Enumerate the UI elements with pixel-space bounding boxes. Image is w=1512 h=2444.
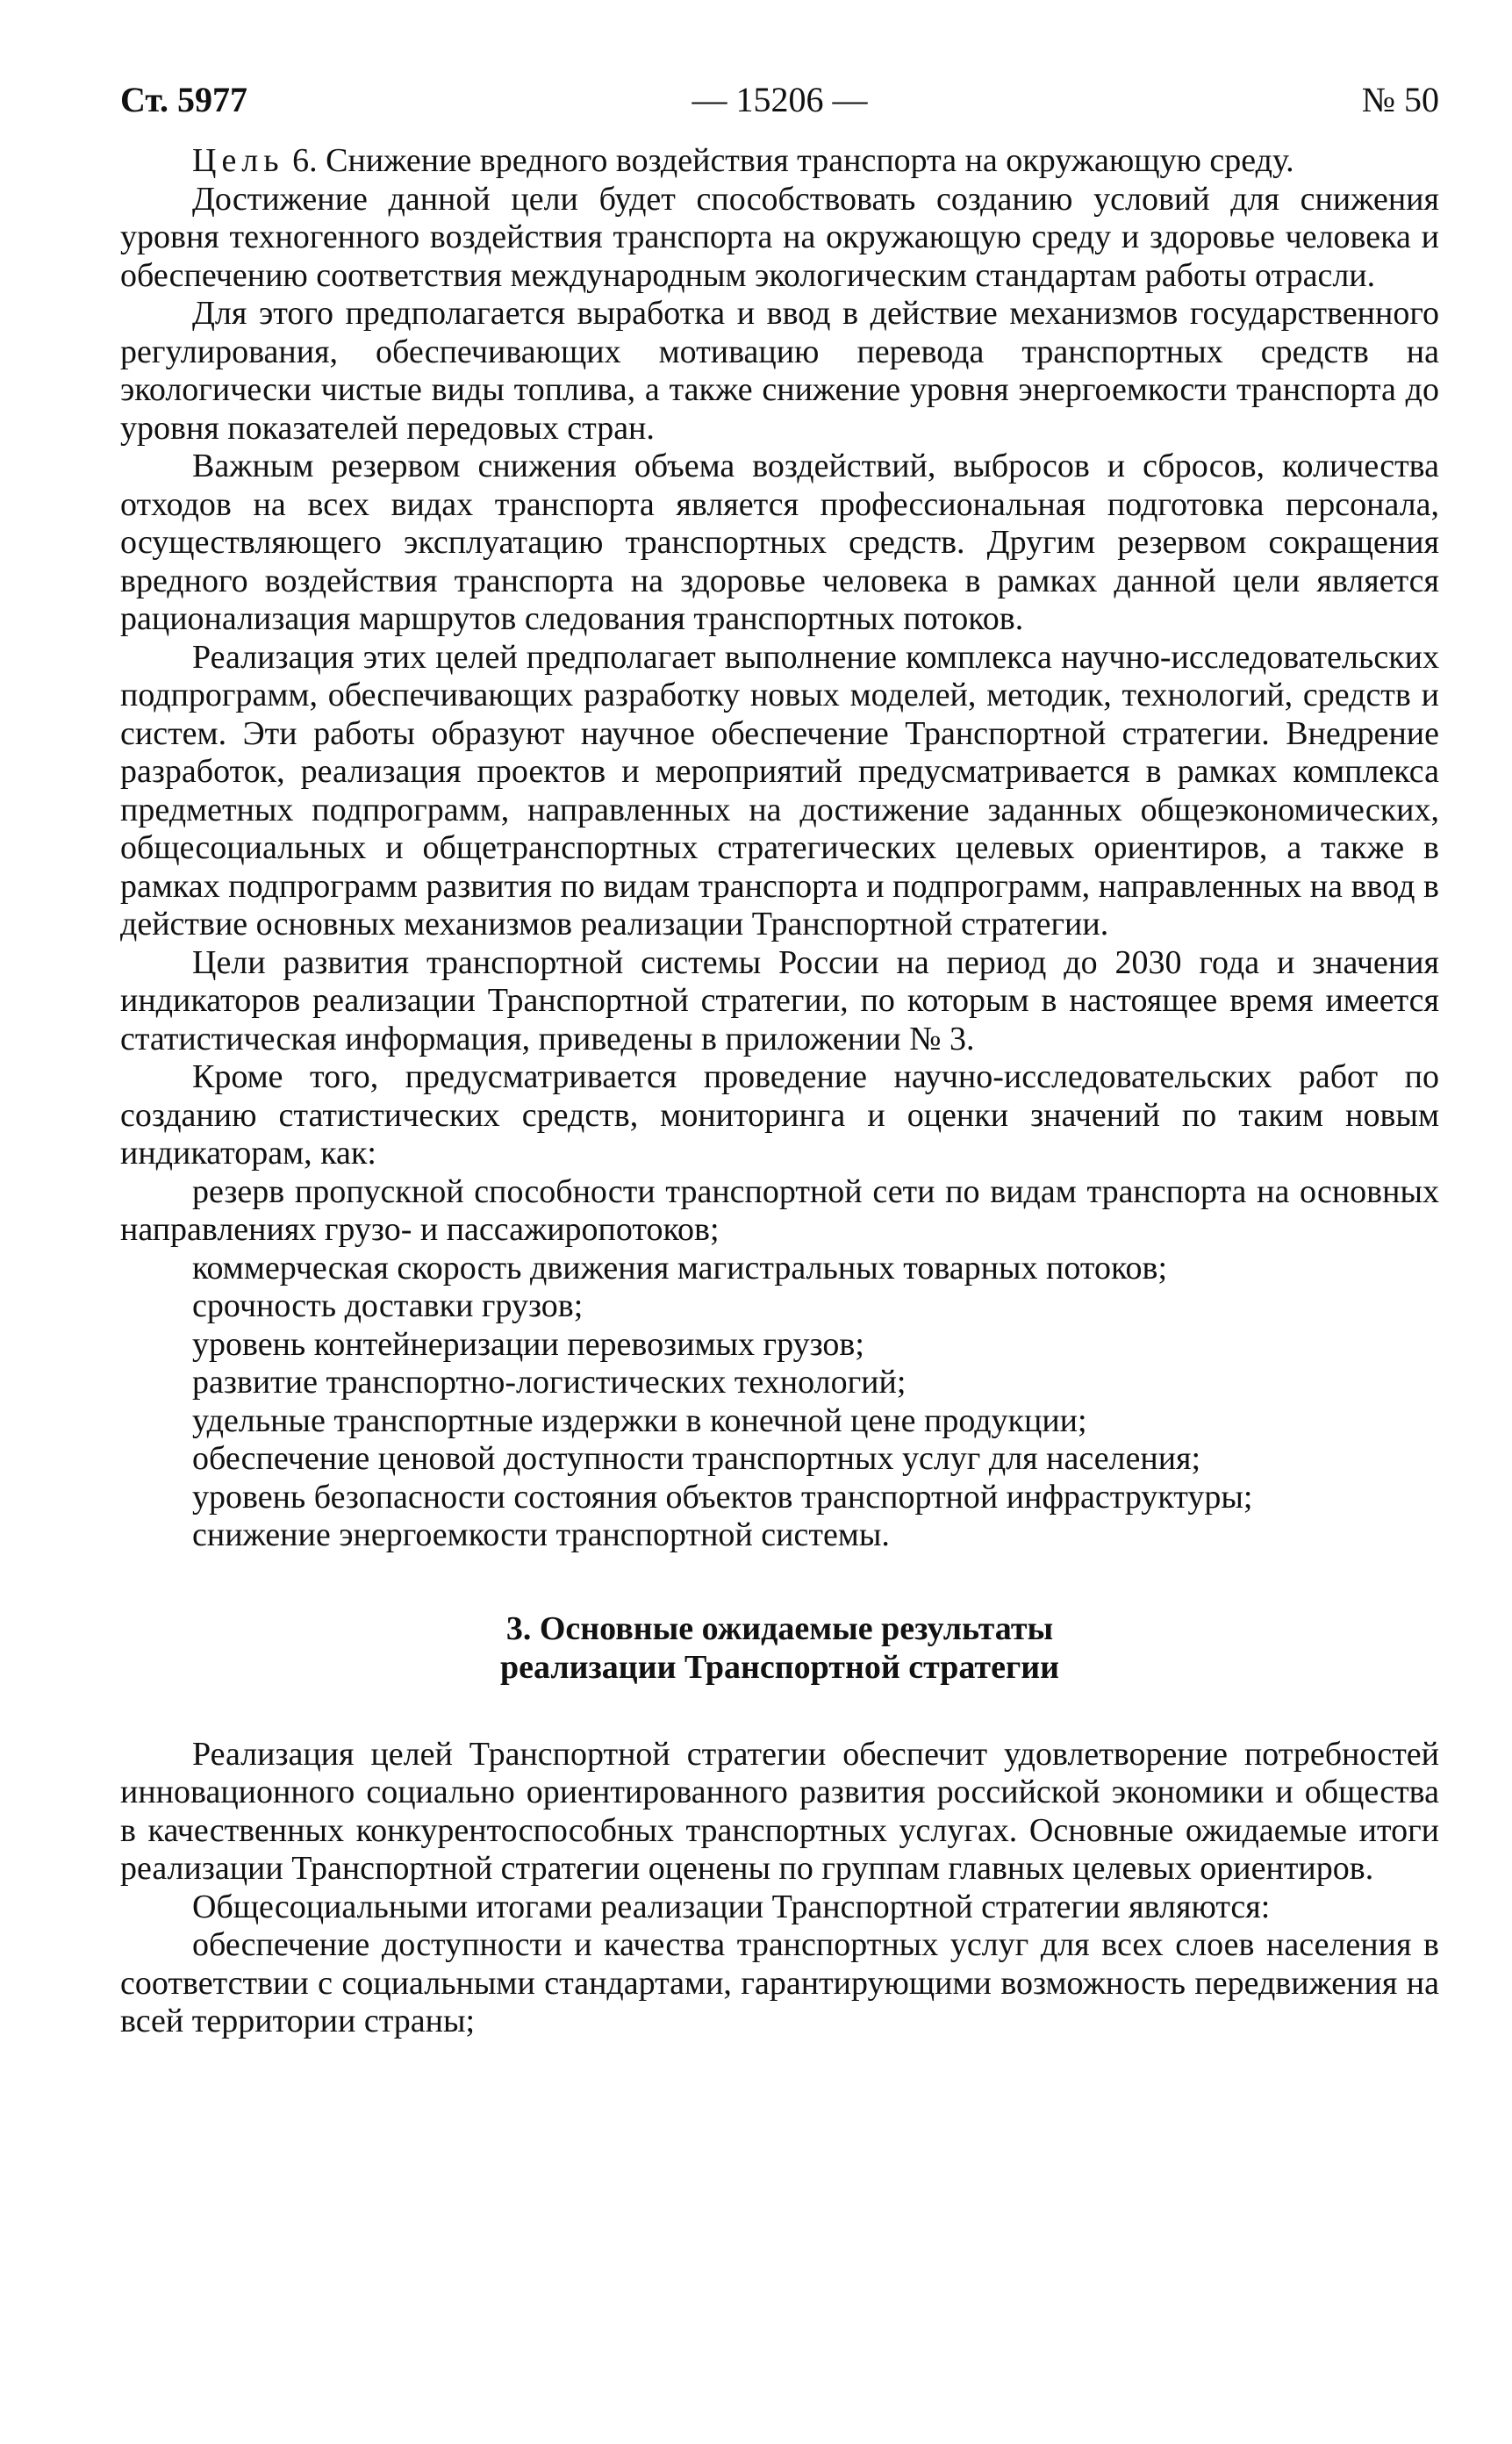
issue-number: № 50 bbox=[1361, 80, 1439, 119]
list-item: уровень контейнеризации перевозимых грузов; bbox=[192, 1325, 864, 1363]
paragraph: Достижение данной цели будет способствовать созданию условий для снижения уровня техногенного воздействия транспорта на окружающую среду и здоровье человека и обеспечению соответствия международным экологическим стандартам работы отрасли. bbox=[120, 180, 1439, 294]
section-title-line-1: 3. Основные ожидаемые результаты bbox=[505, 1609, 1054, 1647]
paragraph: Цели развития транспортной системы России на период до 2030 года и значения индикаторов реализации Транспортной стратегии, по которым в настоящее время имеется статистическая информация, приведены в приложении № 3. bbox=[120, 943, 1439, 1057]
list-item: развитие транспортно-логистических технологий; bbox=[192, 1364, 906, 1401]
paragraph: Общесоциальными итогами реализации Транспортной стратегии являются: bbox=[192, 1888, 1271, 1925]
article-number: Ст. 5977 bbox=[120, 80, 247, 119]
paragraph: Кроме того, предусматривается проведение научно-исследовательских работ по созданию статистических средств, мониторинга и оценки значений по таким новым индикаторам, как: bbox=[120, 1058, 1439, 1172]
goal-text: 6. Снижение вредного воздействия транспорта на окружающую среду. bbox=[283, 142, 1294, 179]
list-item: снижение энергоемкости транспортной системы. bbox=[192, 1516, 890, 1553]
paragraph: Для этого предполагается выработка и ввод в действие механизмов государственного регулирования, обеспечивающих мотивацию перевода транспортных средств на экологически чистые виды топлива, а также снижение уровня энергоемкости транспорта до уровня показателей передовых стран. bbox=[120, 295, 1439, 447]
paragraph: Реализация этих целей предполагает выполнение комплекса научно-исследовательских подпрограмм, обеспечивающих разработку новых моделей, методик, технологий, средств и систем. Эти работы образуют научное обеспечение Транспортной стратегии. Внедрение разработок, реализация проектов и мероприятий предусматривается в рамках комплекса предметных подпрограмм, направленных на достижение заданных общеэкономических, общесоциальных и общетранспортных стратегических целевых ориентиров, а также в рамках подпрограмм развития по видам транспорта и подпрограмм, направленных на ввод в действие основных механизмов реализации Транспортной стратегии. bbox=[120, 638, 1439, 942]
list-item: удельные транспортные издержки в конечной цене продукции; bbox=[192, 1401, 1087, 1439]
page-number: — 15206 — bbox=[692, 80, 868, 119]
page-header bbox=[120, 79, 1439, 142]
list-item: уровень безопасности состояния объектов транспортной инфраструктуры; bbox=[192, 1478, 1253, 1516]
paragraph: обеспечение доступности и качества транспортных услуг для всех слоев населения в соответствии с социальными стандартами, гарантирующими возможность передвижения на всей территории страны; bbox=[120, 1926, 1439, 2039]
section-heading bbox=[120, 1609, 1439, 1687]
indicator-list bbox=[120, 1173, 1439, 1555]
document-page bbox=[120, 79, 1439, 2041]
document-body bbox=[120, 142, 1439, 2041]
paragraph: Реализация целей Транспортной стратегии обеспечит удовлетворение потребностей инновационного социально ориентированного развития российской экономики и общества в качественных конкурентоспособных транспортных услугах. Основные ожидаемые итоги реализации Транспортной стратегии оценены по группам главных целевых ориентиров. bbox=[120, 1735, 1439, 1887]
list-item: обеспечение ценовой доступности транспортных услуг для населения; bbox=[192, 1440, 1201, 1477]
list-item: коммерческая скорость движения магистральных товарных потоков; bbox=[192, 1249, 1167, 1287]
paragraph: Важным резервом снижения объема воздействий, выбросов и сбросов, количества отходов на всех видах транспорта является профессиональная подготовка персонала, осуществляющего эксплуатацию транспортных средств. Другим резервом сокращения вредного воздействия транспорта на здоровье человека в рамках данной цели является рационализация маршрутов следования транспортных потоков. bbox=[120, 448, 1439, 637]
list-item: резерв пропускной способности транспортной сети по видам транспорта на основных направлениях грузо- и пассажиропотоков; bbox=[120, 1172, 1439, 1248]
goal-label: Цель bbox=[192, 142, 284, 179]
list-item: срочность доставки грузов; bbox=[192, 1287, 584, 1324]
section-title-line-2: реализации Транспортной стратегии bbox=[499, 1648, 1059, 1686]
goal-heading bbox=[120, 142, 1439, 181]
